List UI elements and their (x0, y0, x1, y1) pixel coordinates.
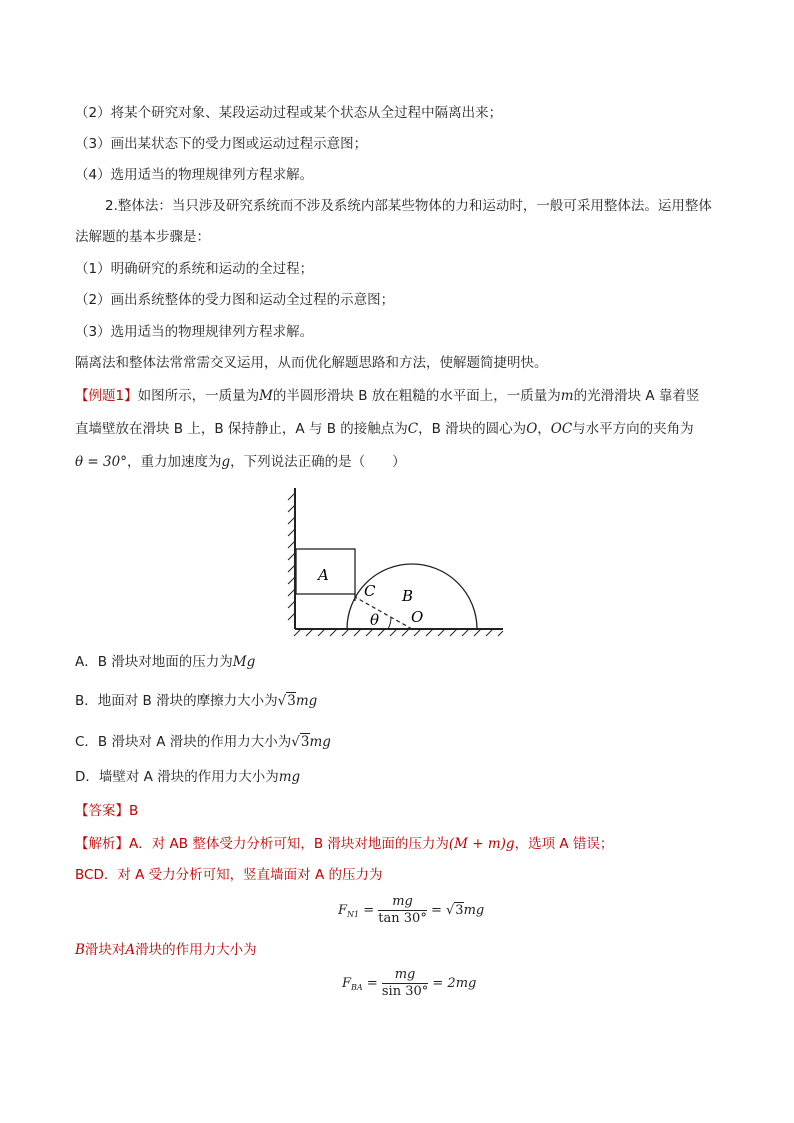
option-D-value: mg (278, 769, 301, 785)
equation-2: $F_{BA}$ = $\frac{mg}{\sin 30^\circ}$ = 2mg (342, 967, 477, 999)
example-line2 (75, 420, 694, 438)
eq1-result: mg (463, 903, 485, 918)
point-O: O (526, 421, 538, 437)
eq2-num: mg (382, 967, 428, 984)
sqrt-sign: √ (291, 734, 300, 750)
example-text: 的半圆形滑块 B 放在粗糙的水平面上，一质量为 (272, 388, 561, 404)
label-C: C (364, 582, 376, 600)
analysis-text: 滑块的作用力大小为 (135, 942, 257, 958)
answer-value: B (129, 803, 139, 819)
eq1-den: tan 30° (378, 911, 427, 926)
example-text: ，下列说法正确的是（ ） (230, 454, 406, 470)
analysis-line1 (75, 835, 613, 853)
eq1-num: mg (378, 894, 427, 911)
example-text: ，B 滑块的圆心为 (418, 421, 527, 437)
option-B-text: B．地面对 B 滑块的摩擦力大小为 (75, 693, 278, 709)
example-line1 (75, 387, 699, 405)
whole-step-3: （3）选用适当的物理规律列方程求解。 (75, 324, 314, 340)
example-text: ， (537, 421, 551, 437)
example-line3 (75, 453, 406, 471)
example-tag: 【例题1】 (75, 388, 138, 404)
answer-label: 【答案】 (75, 803, 129, 819)
option-D-text: D．墙壁对 A 滑块的作用力大小为 (75, 769, 279, 785)
option-C[interactable] (75, 733, 331, 751)
isolation-step-2: （2）将某个研究对象、某段运动过程或某个状态从全过程中隔离出来； (75, 105, 503, 121)
whole-step-1: （1）明确研究的系统和运动的全过程； (75, 261, 314, 277)
analysis-line3 (75, 941, 257, 959)
example-text: 与水平方向的夹角为 (572, 421, 694, 437)
option-A[interactable] (75, 653, 255, 671)
theta-value: θ = 30° (75, 454, 127, 470)
example-text: 如图所示，一质量为 (137, 388, 260, 404)
analysis-B: B (75, 942, 85, 958)
option-C-root: 3 (300, 734, 310, 750)
option-C-text: C．B 滑块对 A 滑块的作用力大小为 (75, 734, 292, 750)
analysis-text: 滑块对 (84, 942, 126, 958)
analysis-A: A (125, 942, 136, 958)
point-C: C (407, 421, 419, 437)
isolation-step-4: （4）选用适当的物理规律列方程求解。 (75, 167, 314, 183)
isolation-step-3: （3）画出某状态下的受力图或运动过程示意图； (75, 136, 368, 152)
eq1-sub: N1 (347, 910, 360, 919)
eq1-F: F (338, 903, 348, 918)
example-text: 直墙壁放在滑块 B 上，B 保持静止，A 与 B 的接触点为 (75, 421, 408, 437)
option-B[interactable] (75, 692, 317, 710)
eq2-den: sin 30° (381, 984, 429, 999)
mass-M: M (259, 388, 273, 404)
option-C-value: mg (309, 734, 331, 750)
answer-line (75, 802, 138, 820)
sqrt-sign: √ (277, 693, 287, 709)
option-B-value: mg (295, 693, 318, 709)
segment-OC: OC (550, 421, 573, 437)
label-O: O (411, 608, 424, 626)
analysis-text: ，选项 A 错误； (514, 836, 614, 852)
angle-arc (388, 617, 391, 629)
option-D[interactable] (75, 768, 300, 786)
label-A: A (318, 566, 329, 584)
whole-step-2: （2）画出系统整体的受力图和运动全过程的示意图； (75, 292, 395, 308)
label-B: B (402, 587, 414, 605)
example-text: ，重力加速度为 (126, 454, 222, 470)
option-A-value: Mg (232, 654, 256, 670)
whole-method-intro-line1: 2.整体法：当只涉及研究系统而不涉及系统内部某些物体的力和运动时，一般可采用整体法。运用整体 (105, 198, 712, 214)
eq2-F: F (342, 976, 352, 991)
analysis-text: A．对 AB 整体受力分析可知，B 滑块对地面的压力为 (129, 836, 449, 852)
ground-hatch (294, 629, 503, 636)
label-theta: θ (370, 611, 380, 629)
mass-m: m (560, 388, 574, 404)
eq1-root: 3 (455, 903, 464, 918)
option-A-text: A．B 滑块对地面的压力为 (75, 654, 233, 670)
wall-hatch (288, 493, 295, 620)
eq2-fraction (382, 967, 428, 1000)
physics-diagram (285, 485, 510, 637)
eq2-sub: BA (351, 983, 363, 992)
eq2-result: 2mg (447, 976, 477, 991)
summary-text: 隔离法和整体法常常需交叉运用，从而优化解题思路和方法，使解题简捷明快。 (75, 355, 548, 371)
analysis-expr: (M + m)g (448, 836, 515, 852)
analysis-line2: BCD．对 A 受力分析可知，竖直墙面对 A 的压力为 (75, 867, 383, 883)
whole-method-intro-line2: 法解题的基本步骤是： (75, 229, 210, 245)
example-text: 的光滑滑块 A 靠着竖 (573, 388, 700, 404)
eq1-fraction (378, 894, 427, 927)
gravity-g: g (221, 454, 231, 470)
option-B-root: 3 (287, 693, 296, 709)
analysis-label: 【解析】 (75, 836, 129, 852)
equation-1: $F_{N1}$ = $\frac{mg}{\tan 30^\circ}$ = √3mg (338, 894, 485, 926)
